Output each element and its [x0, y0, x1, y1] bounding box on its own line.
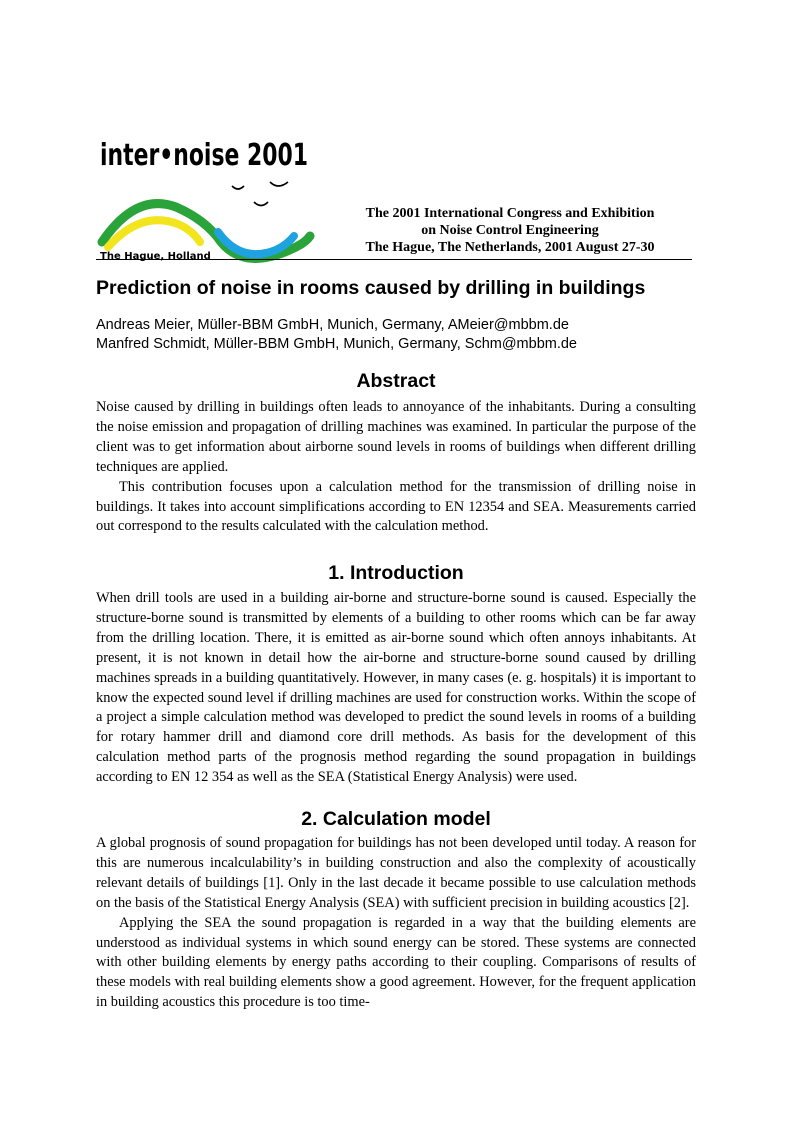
logo-wordmark: [96, 132, 336, 172]
conference-line: The Hague, The Netherlands, 2001 August 27-30: [365, 240, 655, 255]
calculation-model-paragraph: A global prognosis of sound propagation for buildings has not been developed until today. A reason for this are numerous incalculability’s in building construction and also the complexity of acoustically relevant details of buildings [1]. Only in the last decade it became possible to use calculation methods on the basis of the Statistical Energy Analysis (SEA) with sufficient precision in building acoustics [2].: [96, 835, 696, 911]
logo-wave-art: [96, 172, 336, 262]
calculation-model-body: [96, 834, 696, 1013]
paper-title: Prediction of noise in rooms caused by drilling in buildings: [96, 277, 646, 299]
author-entry: Andreas Meier, Müller-BBM GmbH, Munich, Germany, AMeier@mbbm.de: [96, 317, 569, 333]
conference-line: The 2001 International Congress and Exhibition: [365, 206, 655, 221]
logo-location: The Hague, Holland: [100, 251, 211, 262]
abstract-paragraph: This contribution focuses upon a calculation method for the transmission of drilling noise in buildings. It takes into account simplifications according to EN 12354 and SEA. Measurements carried out correspond to the results calculated with the calculation method.: [96, 478, 696, 535]
logo-wordmark-text: inter•noise 2001: [100, 138, 308, 173]
introduction-paragraph: When drill tools are used in a building air-borne and structure-borne sound is caused. Especially the structure-borne sound is transmitted by elements of a building to other rooms which can be far away from the drilling location. There, it is emitted as air-borne sound which often annoys inhabitants. At present, it is not known in detail how the air-borne and structure-borne sound caused by drilling machines spreads in a building quantitatively. However, in many cases (e. g. hospitals) it is important to know the expected sound level if drilling machines are used for construction works. Within the scope of a project a simple calculation method was developed to predict the sound levels in rooms of a building for rotary hammer drill and diamond core drill methods. As basis for the development of this calculation method parts of the prognosis method regarding the sound propagation in buildings according to EN 12 354 as well as the SEA (Statistical Energy Analysis) were used.: [96, 590, 696, 786]
smile-arc-icon: [270, 182, 288, 186]
smile-arc-icon: [232, 186, 244, 189]
smile-arc-icon: [254, 202, 268, 206]
abstract-body: [96, 398, 696, 537]
calculation-model-paragraph: Applying the SEA the sound propagation is regarded in a way that the building elements are understood as individual systems in which sound energy can be stored. These systems are connected with other building elements by energy paths according to their coupling. Comparisons of results of these models with real building elements show a good agreement. However, for the frequent application in building acoustics this procedure is too time-: [96, 914, 696, 1011]
introduction-heading: 1. Introduction: [328, 562, 464, 584]
abstract-paragraph: Noise caused by drilling in buildings often leads to annoyance of the inhabitants. During a consulting the noise emission and propagation of drilling machines was examined. In particular the purpose of the client was to get information about airborne sound levels in rooms of buildings when different drilling techniques are applied.: [96, 399, 696, 475]
author-entry: Manfred Schmidt, Müller-BBM GmbH, Munich, Germany, Schm@mbbm.de: [96, 336, 577, 352]
conference-line: on Noise Control Engineering: [421, 223, 599, 238]
conference-logo: [96, 132, 336, 262]
abstract-heading: Abstract: [356, 370, 436, 392]
header-divider: [96, 259, 692, 260]
author-list: [96, 316, 706, 354]
introduction-body: [96, 589, 696, 788]
conference-info: [335, 205, 685, 256]
calculation-model-heading: 2. Calculation model: [301, 808, 491, 830]
